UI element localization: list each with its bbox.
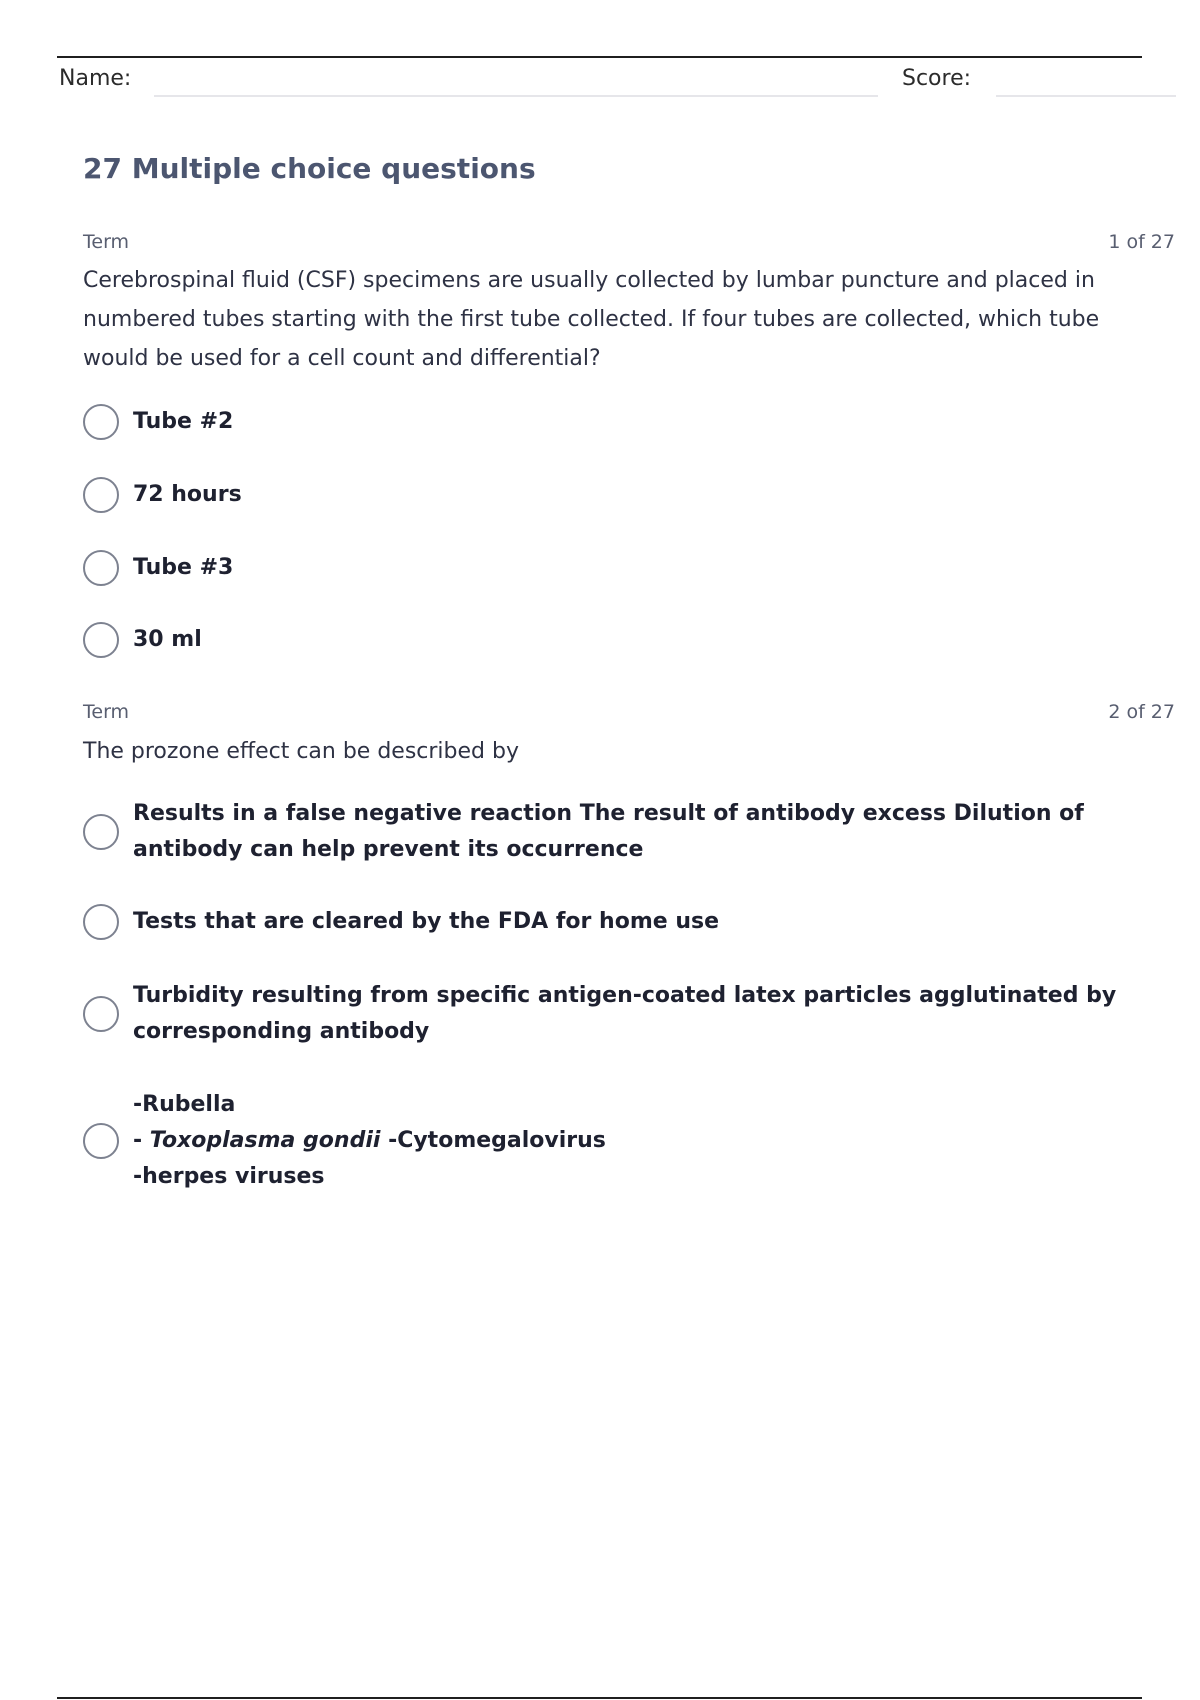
score-field[interactable]: [996, 95, 1176, 97]
answer-label: Turbidity resulting from specific antigen-coated latex particles agglutinated by corresponding antibody: [133, 983, 1117, 1044]
page-title: 27 Multiple choice questions: [83, 152, 536, 185]
radio-button[interactable]: [83, 404, 119, 440]
radio-button[interactable]: [83, 814, 119, 850]
answer-label: Tube #3: [133, 555, 234, 580]
top-rule: [57, 56, 1142, 58]
radio-button[interactable]: [83, 904, 119, 940]
question-text: Cerebrospinal fluid (CSF) specimens are usually collected by lumbar puncture and placed in numbered tubes starting with the first tube collected. If four tubes are collected, which tube would be used for a cell count and differential?: [83, 268, 1100, 371]
term-label: Term: [83, 701, 130, 723]
answer-option[interactable]: [83, 404, 233, 440]
answer-option[interactable]: [83, 1087, 1143, 1195]
answer-line-suffix: -Cytomegalovirus: [380, 1128, 606, 1153]
answer-line: -herpes viruses: [133, 1164, 325, 1189]
question-text: The prozone effect can be described by: [83, 739, 519, 764]
species-name: Toxoplasma gondii: [149, 1128, 381, 1153]
score-label: Score:: [902, 66, 972, 91]
answer-label: Tests that are cleared by the FDA for home use: [133, 909, 720, 934]
question-counter: 1 of 27: [1108, 231, 1175, 253]
answer-line-prefix: -: [133, 1128, 150, 1153]
radio-button[interactable]: [83, 622, 119, 658]
radio-button[interactable]: [83, 1123, 119, 1159]
answer-option[interactable]: [83, 796, 1143, 868]
name-label: Name:: [59, 66, 132, 91]
answer-label: [133, 1087, 1143, 1195]
radio-button[interactable]: [83, 477, 119, 513]
name-field[interactable]: [154, 95, 878, 97]
answer-option[interactable]: [83, 550, 233, 586]
answer-option[interactable]: [83, 477, 242, 513]
radio-button[interactable]: [83, 996, 119, 1032]
answer-option[interactable]: [83, 978, 1143, 1050]
answer-label: 72 hours: [133, 482, 242, 507]
term-label: Term: [83, 231, 130, 253]
answer-label: Tube #2: [133, 409, 234, 434]
question-counter: 2 of 27: [1108, 701, 1175, 723]
answer-line: -Rubella: [133, 1092, 236, 1117]
answer-label: Results in a false negative reaction The result of antibody excess Dilution of antibody can help prevent its occurrence: [133, 801, 1084, 862]
answer-label: 30 ml: [133, 627, 202, 652]
bottom-rule: [57, 1697, 1142, 1699]
answer-option[interactable]: [83, 622, 202, 658]
answer-option[interactable]: [83, 904, 719, 940]
radio-button[interactable]: [83, 550, 119, 586]
